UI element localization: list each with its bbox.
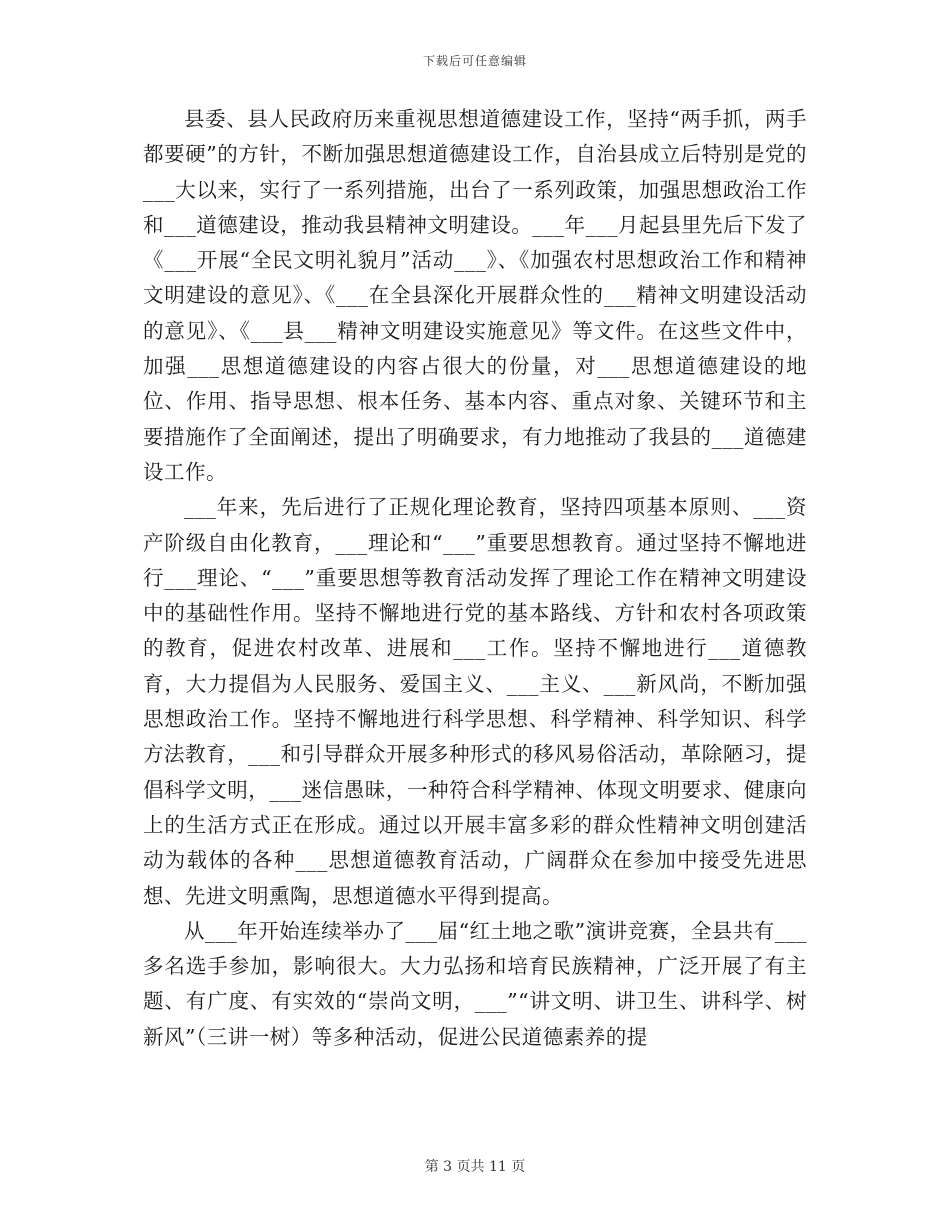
- paragraph-3: 从___年开始连续举办了___届“红土地之歌”演讲竞赛，全县共有___多名选手参加，影响很大。大力弘扬和培育民族精神，广泛开展了有主题、有广度、有实效的“崇尚文明，___”“讲文明、讲卫生、讲科学、树新风”（三讲一树）等多种活动，促进公民道德素养的提: [143, 918, 807, 1049]
- paragraph-2: ___年来，先后进行了正规化理论教育，坚持四项基本原则、___资产阶级自由化教育，___理论和“___”重要思想教育。通过坚持不懈地进行___理论、“___”重要思想等教育活动发挥了理论工作在精神文明建设中的基础性作用。坚持不懈地进行党的基本路线、方针和农村各项政策的教育，促进农村改革、进展和___工作。坚持不懈地进行___道德教育，大力提倡为人民服务、爱国主义、___主义、___新风尚，不断加强思想政治工作。坚持不懈地进行科学思想、科学精神、科学知识、科学方法教育，___和引导群众开展多种形式的移风易俗活动，革除陋习，提倡科学文明，___迷信愚昧，一种符合科学精神、体现文明要求、健康向上的生活方式正在形成。通过以开展丰富多彩的群众性精神文明创建活动为载体的各种___思想道德教育活动，广阔群众在参加中接受先进思想、先进文明熏陶，思想道德水平得到提高。: [143, 495, 807, 908]
- document-body: [143, 102, 807, 1055]
- page-footer: 第 3 页共 11 页: [424, 1159, 526, 1175]
- page-header: 下载后可任意编辑: [422, 54, 527, 68]
- paragraph-1: 县委、县人民政府历来重视思想道德建设工作，坚持“两手抓，两手都要硬”的方针，不断加强思想道德建设工作，自治县成立后特别是党的___大以来，实行了一系列措施，出台了一系列政策，加强思想政治工作和___道德建设，推动我县精神文明建设。___年___月起县里先后下发了《___开展“全民文明礼貌月”活动___》、《加强农村思想政治工作和精神文明建设的意见》、《___在全县深化开展群众性的___精神文明建设活动的意见》、《___县___精神文明建设实施意见》等文件。在这些文件中，加强___思想道德建设的内容占很大的份量，对___思想道德建设的地位、作用、指导思想、根本任务、基本内容、重点对象、关键环节和主要措施作了全面阐述，提出了明确要求，有力地推动了我县的___道德建设工作。: [143, 107, 807, 484]
